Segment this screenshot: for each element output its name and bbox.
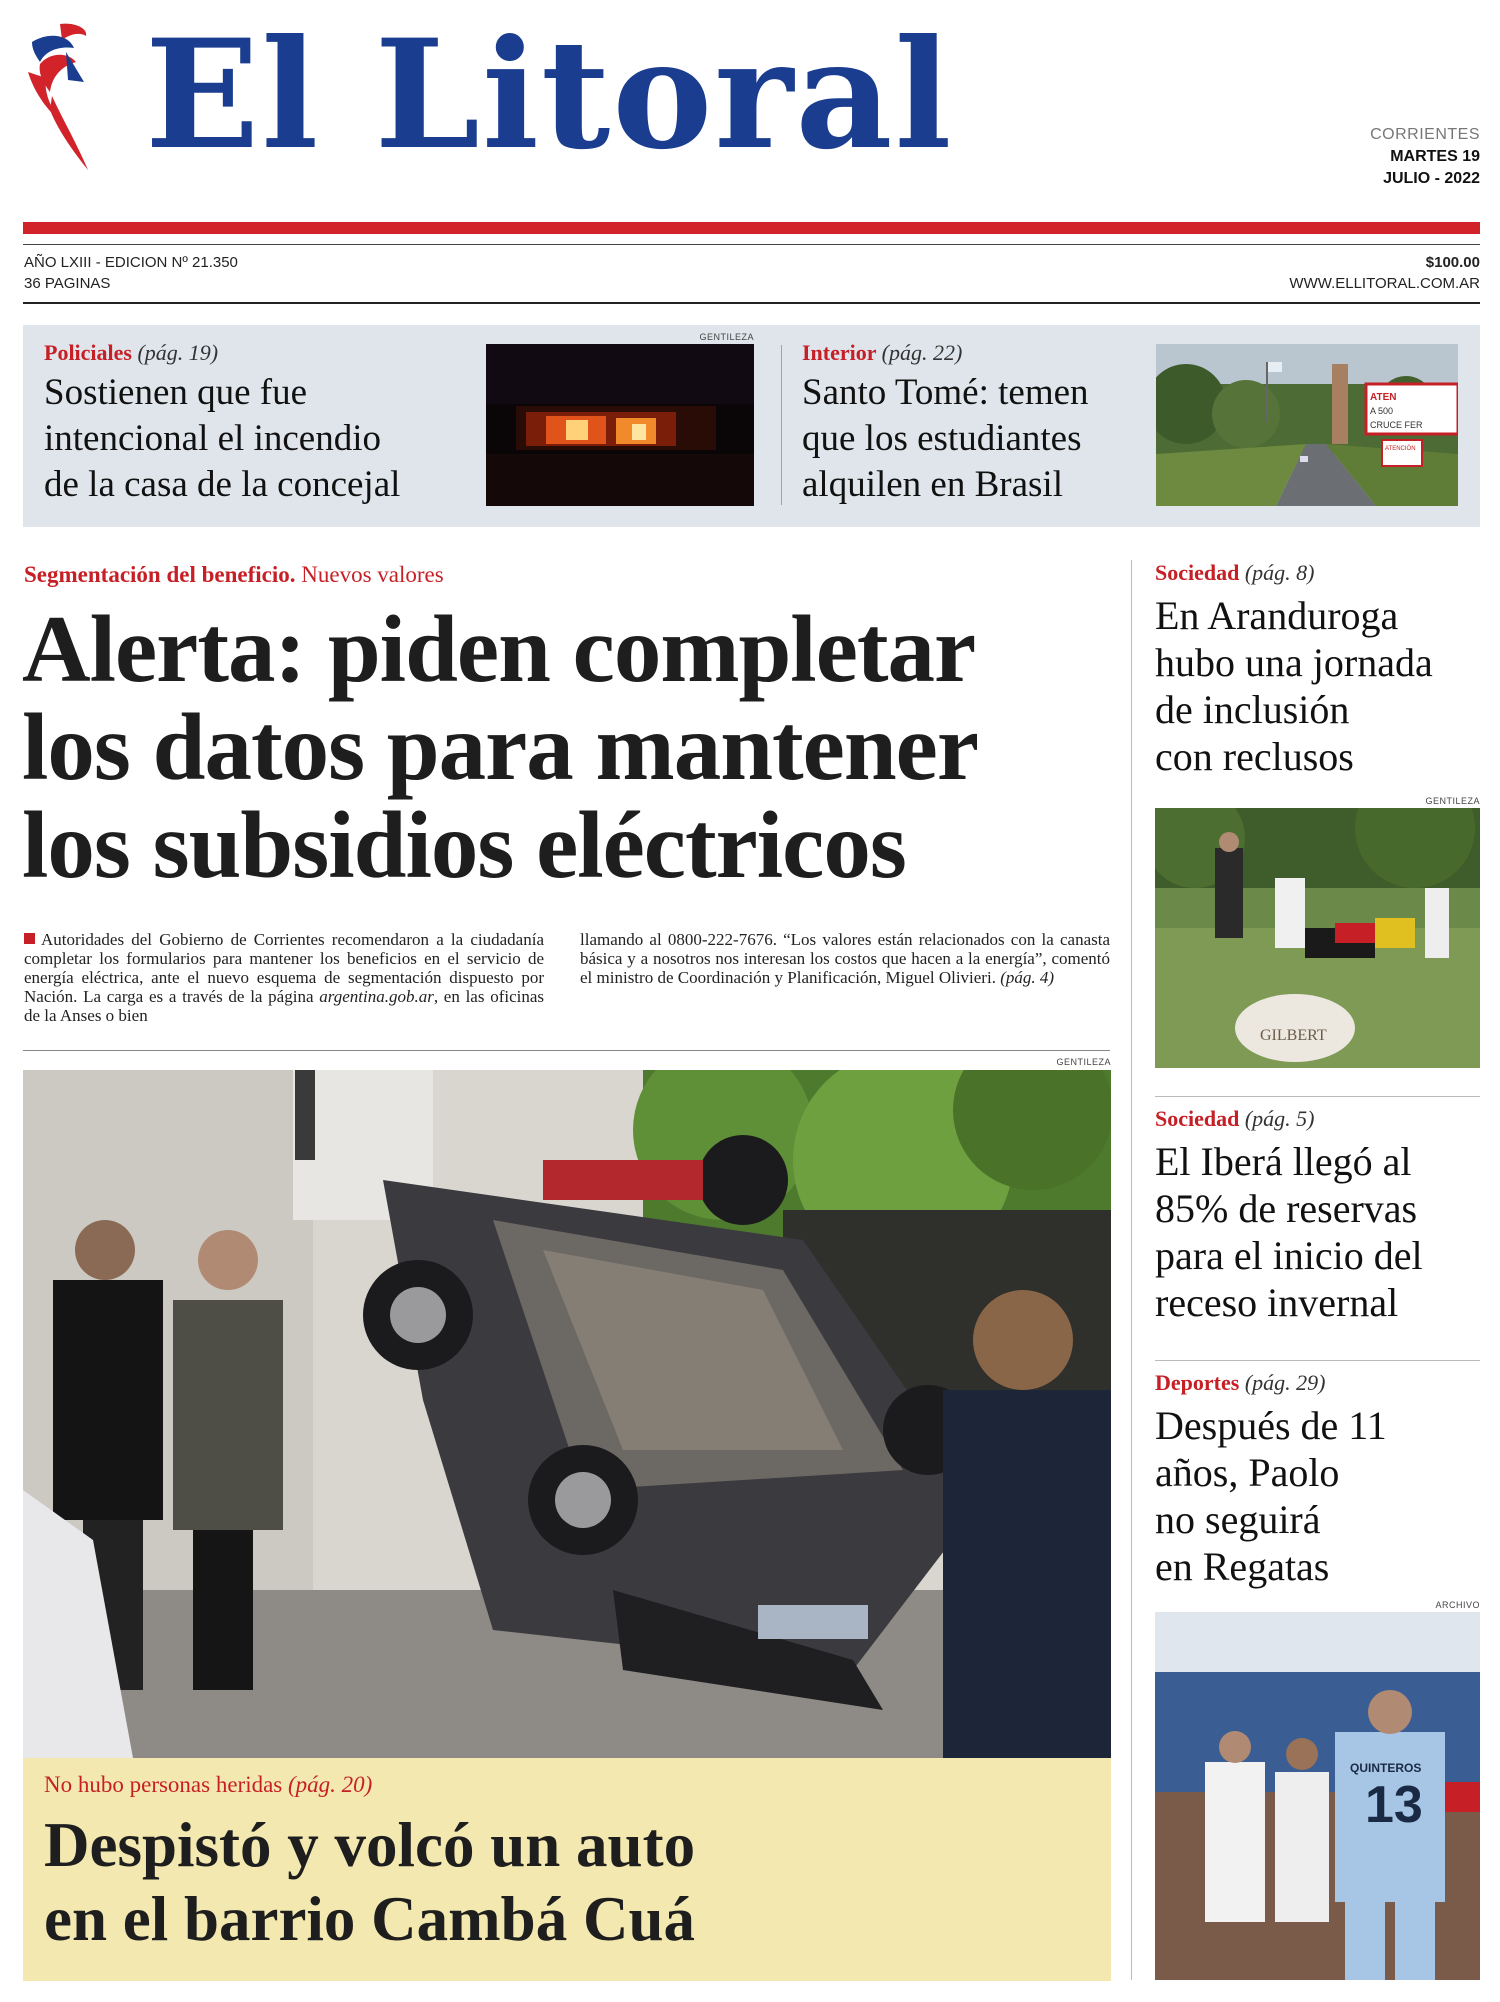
teaser-kicker: Policiales (pág. 19) <box>44 340 219 365</box>
masthead-title: El Litoral <box>145 7 954 183</box>
sidebar-headline: En Aranduroga hubo una jornada de inclusión con reclusos <box>1155 593 1433 779</box>
web-link[interactable]: argentina.gob.ar <box>319 987 434 1006</box>
sidebar-divider <box>1155 1360 1480 1361</box>
section-rule <box>23 1050 1110 1051</box>
dateline-date: JULIO - 2022 <box>1383 170 1480 187</box>
photo-credit: GENTILEZA <box>1425 796 1480 806</box>
sidebar-kicker: Deportes (pág. 29) <box>1155 1370 1326 1395</box>
dateline-day: MARTES 19 <box>1390 148 1480 165</box>
sidebar-headline: Después de 11 años, Paolo no seguirá en Regatas <box>1155 1403 1387 1589</box>
masthead-bottom-rule <box>23 302 1480 304</box>
sidebar-story-ibera[interactable] <box>1155 1106 1480 1326</box>
rugby-photo[interactable] <box>1155 808 1480 1068</box>
road-photo[interactable] <box>1156 344 1458 506</box>
fire-photo[interactable] <box>486 344 754 506</box>
teaser-policiales[interactable] <box>44 340 484 508</box>
website-link[interactable]: WWW.ELLITORAL.COM.AR <box>1289 275 1480 292</box>
main-headline[interactable]: Alerta: piden completar los datos para mantener los subsidios eléctricos <box>22 596 978 898</box>
sidebar-divider <box>1155 1096 1480 1097</box>
photo-credit: GENTILEZA <box>1056 1057 1111 1067</box>
sidebar-kicker: Sociedad (pág. 5) <box>1155 1106 1315 1131</box>
teaser-interior[interactable] <box>802 340 1142 508</box>
jersey-number: 13 <box>1365 1776 1423 1834</box>
teaser-divider <box>781 345 782 505</box>
edition-info <box>24 252 238 294</box>
logo-emblem <box>22 22 92 172</box>
sidebar-kicker: Sociedad (pág. 8) <box>1155 560 1315 585</box>
sidebar-story-regatas[interactable] <box>1155 1370 1480 1590</box>
price-info <box>1289 252 1480 294</box>
photo-credit: GENTILEZA <box>699 332 754 342</box>
dateline <box>1320 124 1480 190</box>
main-body-col2: llamando al 0800-222-7676. “Los valores están relacionados con la canasta básica y a nosotros nos interesan los costos que hacen a la energía”, comentó el ministro de Coordinación y Planificación, Miguel Olivieri. (pág. 4) <box>580 930 1110 987</box>
sidebar-story-aranduroga[interactable] <box>1155 560 1480 780</box>
jersey-name: QUINTEROS <box>1350 1761 1422 1775</box>
teaser-headline: Santo Tomé: temen que los estudiantes alquilen en Brasil <box>802 372 1089 505</box>
basketball-photo[interactable] <box>1155 1612 1480 1980</box>
teaser-kicker: Interior (pág. 22) <box>802 340 963 365</box>
car-story-caption[interactable] <box>23 1758 1111 1981</box>
masthead-thin-rule <box>23 244 1480 245</box>
car-kicker: No hubo personas heridas (pág. 20) <box>44 1772 373 1797</box>
price: $100.00 <box>1425 254 1480 271</box>
car-headline: Despistó y volcó un auto en el barrio Cambá Cuá <box>44 1810 696 1954</box>
road-sign-text: CRUCE FER <box>1370 420 1423 430</box>
page-count: 36 PAGINAS <box>24 275 111 292</box>
road-sign-text: A 500 <box>1370 406 1394 416</box>
ball-logo-text: GILBERT <box>1260 1027 1327 1044</box>
photo-credit: ARCHIVO <box>1435 1600 1480 1610</box>
main-body-col1: Autoridades del Gobierno de Corrientes recomendaron a la ciudadanía completar los formularios para mantener los beneficios en el servicio de energía eléctrica, ante el nuevo esquema de segmentación dispuesto por Nación. La carga es a través de la página argentina.gob.ar, en las oficinas de la Anses o bien <box>24 930 545 1025</box>
overturned-car-photo[interactable] <box>23 1070 1111 1758</box>
road-sign-text: ATEN <box>1370 392 1397 403</box>
road-sign-text: ATENCIÓN <box>1385 446 1416 452</box>
column-rule <box>1131 560 1132 1980</box>
page-reference: (pág. 4) <box>1000 968 1055 987</box>
sidebar-headline: El Iberá llegó al 85% de reservas para el inicio del receso invernal <box>1155 1139 1423 1325</box>
edition-number: AÑO LXIII - EDICION Nº 21.350 <box>24 254 238 271</box>
bullet-square-icon <box>24 933 35 944</box>
main-kicker: Segmentación del beneficio. Nuevos valores <box>24 562 444 587</box>
masthead-red-rule <box>23 222 1480 234</box>
dateline-city: CORRIENTES <box>1370 126 1480 143</box>
teaser-headline: Sostienen que fue intencional el incendio de la casa de la concejal <box>44 372 401 505</box>
